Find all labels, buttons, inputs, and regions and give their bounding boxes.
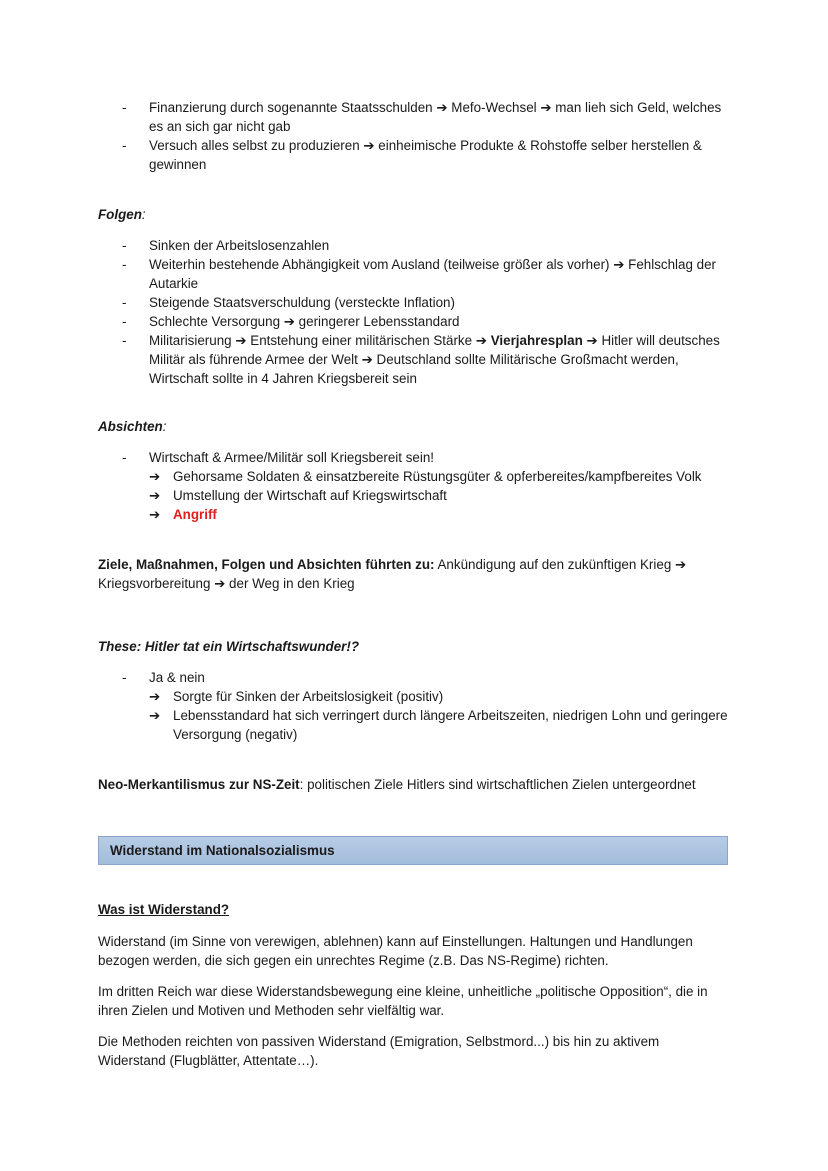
arrow-icon: ➔ xyxy=(149,488,161,503)
sub-list-item xyxy=(149,706,738,744)
neo-text: : politischen Ziele Hitlers sind wirtschaftlichen Zielen untergeordnet xyxy=(299,777,696,792)
folgen-heading-text: Folgen xyxy=(98,207,142,222)
list-item: - Finanzierung durch sogenannte Staatsschulden ➔ Mefo-Wechsel ➔ man lieh sich Geld, welches es an sich gar nicht gab xyxy=(98,98,738,136)
intro-list xyxy=(98,98,738,174)
sub-list-item-text: Gehorsame Soldaten & einsatzbereite Rüstungsgüter & opferbereites/kampfbereites Volk xyxy=(173,469,702,484)
angriff-text: Angriff xyxy=(173,507,217,522)
sub-list-item xyxy=(149,486,738,505)
arrow-icon: ➔ xyxy=(149,708,161,723)
sub-list-item xyxy=(149,467,738,486)
these-section xyxy=(98,668,738,744)
list-item: - Schlechte Versorgung ➔ geringerer Lebensstandard xyxy=(98,312,738,331)
these-list xyxy=(98,668,738,744)
summary-text: Ankündigung auf den zukünftigen Krieg ➔ Kriegsvorbereitung ➔ der Weg in den Krieg xyxy=(98,557,687,591)
list-item: - Weiterhin bestehende Abhängigkeit vom Ausland (teilweise größer als vorher) ➔ Fehlschlag der Autarkie xyxy=(98,255,738,293)
folgen-section xyxy=(98,236,738,388)
vierjahresplan-term: Vierjahresplan xyxy=(490,333,583,348)
list-item: - Steigende Staatsverschuldung (versteckte Inflation) xyxy=(98,293,738,312)
intro-section xyxy=(98,98,738,174)
arrow-icon: ➔ xyxy=(149,507,161,522)
folgen-heading xyxy=(98,205,738,224)
list-item xyxy=(98,331,738,388)
paragraph: Die Methoden reichten von passiven Widerstand (Emigration, Selbstmord...) bis hin zu aktivem Widerstand (Flugblätter, Attentate…). xyxy=(98,1034,660,1068)
absichten-heading-text: Absichten xyxy=(98,419,163,434)
summary-paragraph xyxy=(98,555,708,593)
widerstand-heading xyxy=(98,900,738,919)
paragraph: Im dritten Reich war diese Widerstandsbewegung eine kleine, unheitliche „politische Opposition“, die in ihren Zielen und Motiven und Methoden sehr vielfältig war. xyxy=(98,984,708,1018)
arrow-icon: ➔ xyxy=(149,689,161,704)
list-item: - Sinken der Arbeitslosenzahlen xyxy=(98,236,738,255)
these-heading-text: These: Hitler tat ein Wirtschaftswunder!? xyxy=(98,639,360,654)
sub-list-item xyxy=(149,687,738,706)
paragraph: Widerstand (im Sinne von verewigen, ablehnen) kann auf Einstellungen. Haltungen und Handlungen bezogen werden, die sich gegen ein unrechtes Regime (z.B. Das NS-Regime) richten. xyxy=(98,934,693,968)
these-heading xyxy=(98,637,738,656)
list-item-text: Militarisierung ➔ Entstehung einer militärischen Stärke ➔ xyxy=(149,333,491,348)
list-item-text: - Wirtschaft & Armee/Militär soll Kriegsbereit sein! xyxy=(149,450,435,465)
absichten-section xyxy=(98,448,738,524)
summary-lead: Ziele, Maßnahmen, Folgen und Absichten führten zu: xyxy=(98,557,435,572)
widerstand-heading-text: Was ist Widerstand? xyxy=(98,902,230,917)
folgen-list xyxy=(98,236,738,388)
absichten-heading xyxy=(98,417,738,436)
section-banner: Widerstand im Nationalsozialismus xyxy=(98,836,728,865)
list-item-text: - Ja & nein xyxy=(149,670,205,685)
widerstand-section xyxy=(98,932,728,1070)
list-item: - Versuch alles selbst zu produzieren ➔ einheimische Produkte & Rohstoffe selber herstellen & gewinnen xyxy=(98,136,738,174)
sub-list-item-text: Umstellung der Wirtschaft auf Kriegswirtschaft xyxy=(173,488,447,503)
these-sublist xyxy=(149,687,738,744)
neo-lead: Neo-Merkantilismus zur NS-Zeit xyxy=(98,777,300,792)
sub-list-item xyxy=(149,505,738,524)
absichten-sublist xyxy=(149,467,738,524)
arrow-icon: ➔ xyxy=(149,469,161,484)
sub-list-item-text: Lebensstandard hat sich verringert durch längere Arbeitszeiten, niedrigen Lohn und geringere Versorgung (negativ) xyxy=(173,708,728,742)
neo-paragraph xyxy=(98,775,758,794)
folgen-heading-colon: : xyxy=(141,207,146,222)
list-item xyxy=(98,668,738,744)
absichten-heading-colon: : xyxy=(162,419,167,434)
list-item xyxy=(98,448,738,524)
sub-list-item-text: Sorgte für Sinken der Arbeitslosigkeit (positiv) xyxy=(173,689,444,704)
list-item-text: ➔ Hitler will deutsches Militär als führende Armee der Welt ➔ Deutschland sollte Militärische Großmacht werden, Wirtschaft sollte in 4 Jahren Kriegsbereit sein xyxy=(149,333,720,386)
absichten-list xyxy=(98,448,738,524)
